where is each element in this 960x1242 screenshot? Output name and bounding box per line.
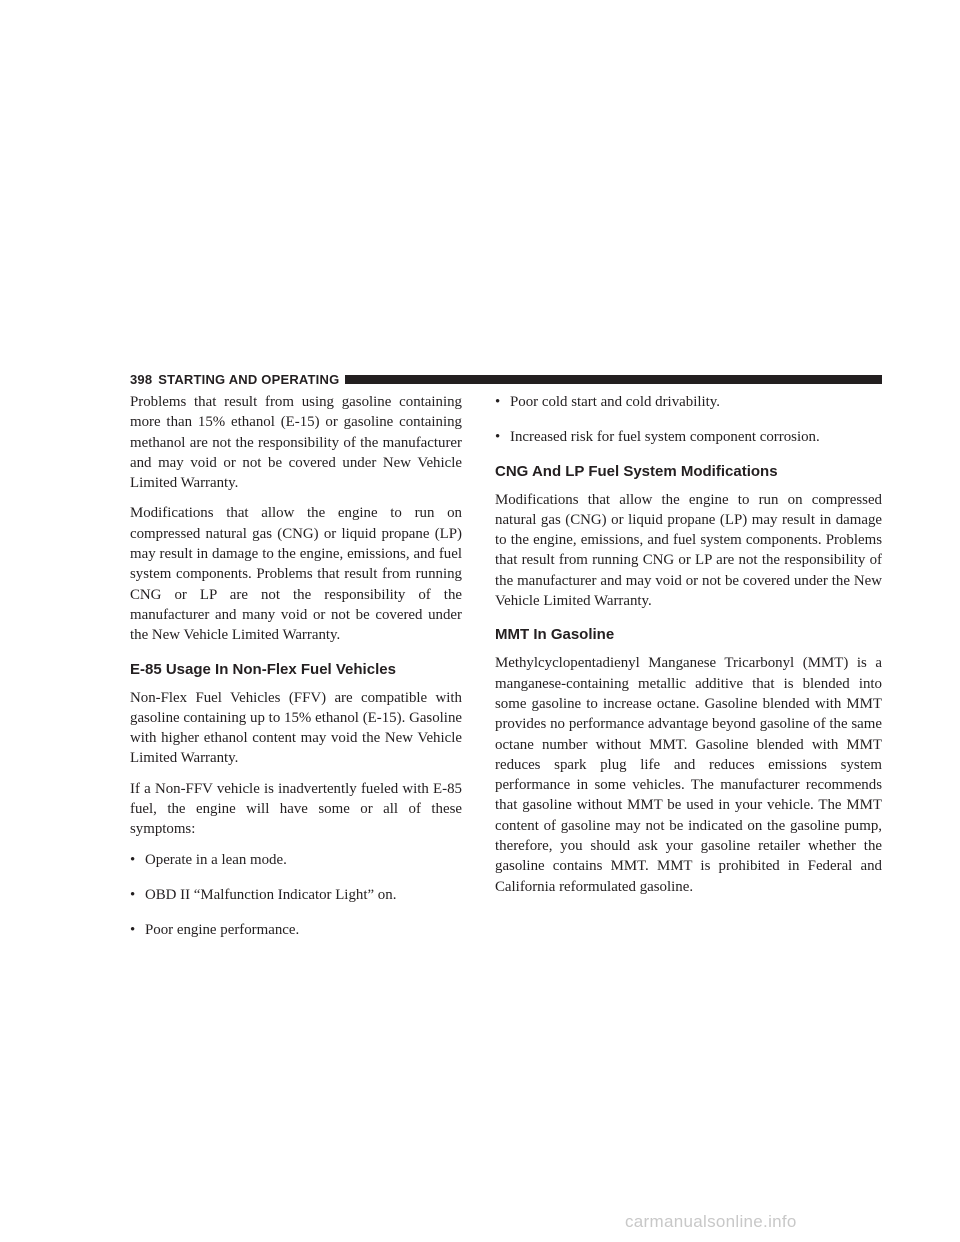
list-item: • OBD II “Malfunction Indicator Light” on. xyxy=(130,885,462,905)
watermark: carmanualsonline.info xyxy=(625,1212,797,1231)
left-column xyxy=(130,392,462,956)
page-number: 398 xyxy=(130,371,153,387)
paragraph: Methylcyclopentadienyl Manganese Tricarbonyl (MMT) is a manganese-containing metallic additive that is blended into some gasoline to increase octane. Gasoline blended with MMT provides no performance advantage beyond gasoline of the same octane number without MMT. Gasoline blended with MMT reduces spark plug life and reduces emissions system performance in some vehicles. The manufacturer recommends that gasoline without MMT be used in your vehicle. The MMT content of gasoline may not be indicated on the gasoline pump, therefore, you should ask your gasoline retailer whether the gasoline contains MMT. MMT is prohibited in Federal and California reformulated gasoline. xyxy=(495,655,882,895)
bullet-icon: • xyxy=(130,922,136,939)
section-title: STARTING AND OPERATING xyxy=(158,371,340,387)
page-header xyxy=(130,371,882,387)
heading-mmt: MMT In Gasoline xyxy=(495,626,615,644)
bullet-icon: • xyxy=(130,851,136,868)
paragraph: If a Non-FFV vehicle is inadvertently fueled with E-85 fuel, the engine will have some or all of these symptoms: xyxy=(130,780,462,838)
heading-cng-lp: CNG And LP Fuel System Modifications xyxy=(495,462,778,480)
symptom-list-continued xyxy=(495,392,882,448)
symptom-list xyxy=(130,850,462,941)
paragraph: Problems that result from using gasoline containing more than 15% ethanol (E-15) or gasoline containing methanol are not the responsibility of the manufacturer and may void or not be covered under New Vehicle Limited Warranty. xyxy=(130,394,462,492)
list-item: • Poor cold start and cold drivability. xyxy=(495,392,882,412)
right-column xyxy=(495,392,882,907)
bullet-icon: • xyxy=(495,394,501,410)
bullet-icon: • xyxy=(130,886,136,903)
paragraph: Modifications that allow the engine to run on compressed natural gas (CNG) or liquid propane (LP) may result in damage to the engine, emissions, and fuel system components. Problems that result from running CNG or LP are not the responsibility of the manufacturer and may void or not be covered under the New Vehicle Limited Warranty. xyxy=(495,491,882,610)
header-rule xyxy=(345,375,882,384)
list-item: • Poor engine performance. xyxy=(130,920,462,940)
paragraph: Modifications that allow the engine to run on compressed natural gas (CNG) or liquid propane (LP) may result in damage to the engine, emissions, and fuel system components. Problems that result from running CNG or LP are not the responsibility of the manufacturer and many void or not be covered under the New Vehicle Limited Warranty. xyxy=(130,505,462,644)
list-item: • Operate in a lean mode. xyxy=(130,850,462,870)
heading-e85: E-85 Usage In Non-Flex Fuel Vehicles xyxy=(130,660,396,678)
list-item: • Increased risk for fuel system component corrosion. xyxy=(495,427,882,447)
paragraph: Non-Flex Fuel Vehicles (FFV) are compatible with gasoline containing up to 15% ethanol (E-15). Gasoline with higher ethanol content may void the New Vehicle Limited Warranty. xyxy=(130,689,462,767)
bullet-icon: • xyxy=(495,429,501,446)
